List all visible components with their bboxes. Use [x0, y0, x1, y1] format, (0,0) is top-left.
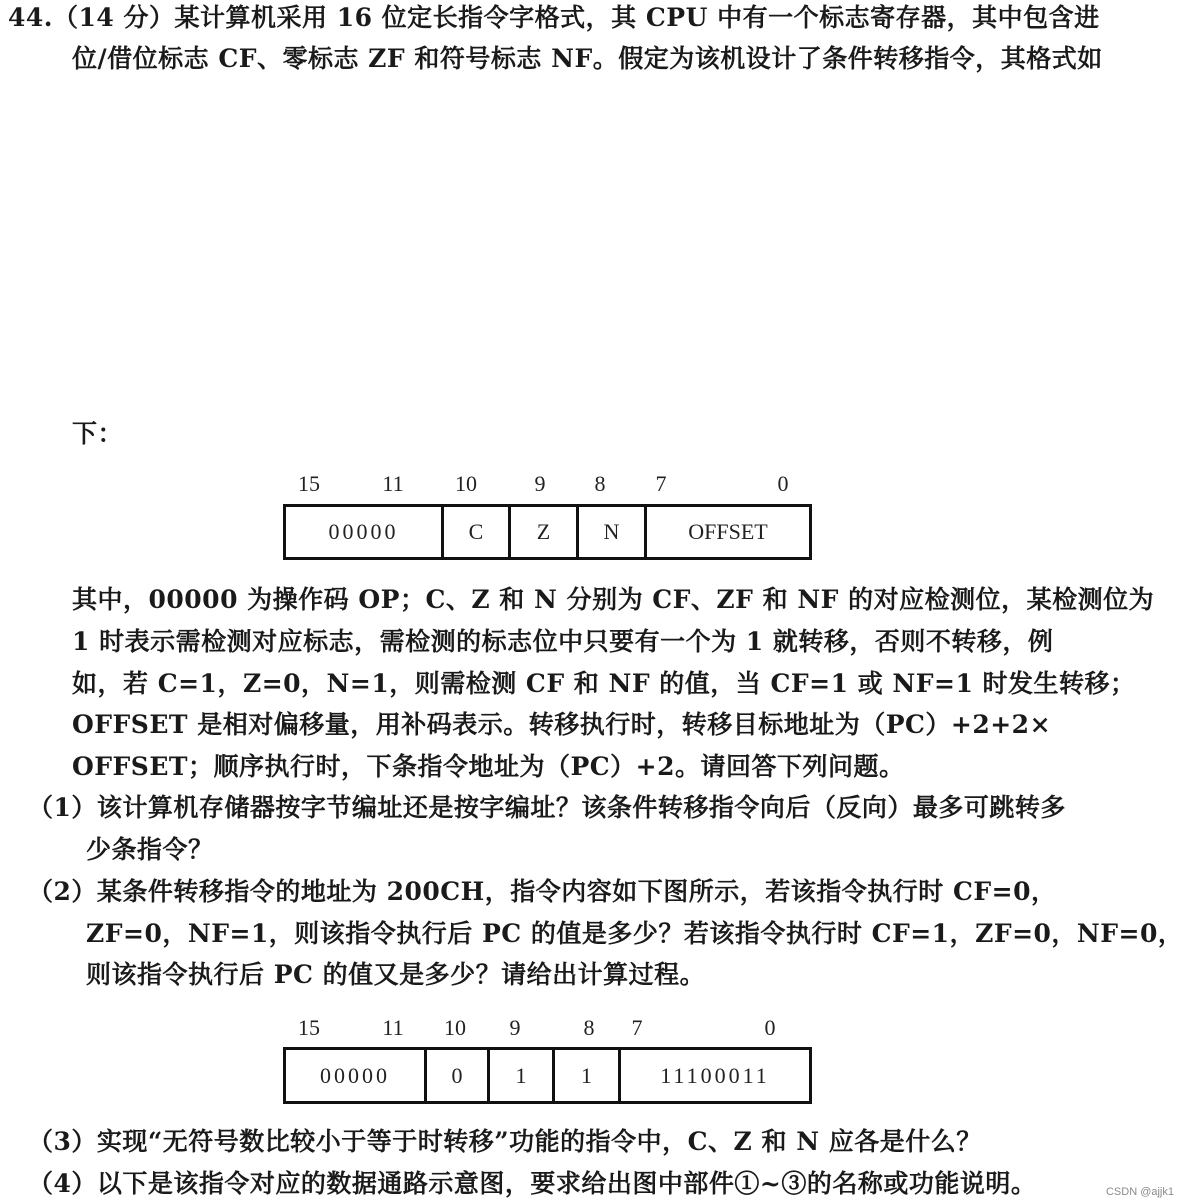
format2-field-n: 1 — [555, 1050, 621, 1101]
format2-field-z: 1 — [490, 1050, 555, 1101]
format1-bit-9: 9 — [534, 471, 546, 496]
format1-field-op: 00000 — [286, 507, 444, 557]
format1-bit-15: 15 — [298, 471, 320, 496]
format2-bit-0: 0 — [764, 1015, 776, 1040]
format1-field-offset: OFFSET — [688, 519, 768, 544]
format2-bit-7: 7 — [631, 1015, 643, 1040]
sub-question-2-line-2: ZF=0，NF=1，则该指令执行后 PC 的值是多少？若该指令执行时 CF=1，ZF=0，NF=0， — [86, 919, 1184, 948]
format2-bit-10: 10 — [444, 1015, 466, 1040]
format1-instruction-box — [283, 504, 812, 560]
sub-question-1-line-1: （1）该计算机存储器按字节编址还是按字编址？该条件转移指令向后（反向）最多可跳转多 — [28, 793, 1066, 822]
sub-question-2-line-3: 则该指令执行后 PC 的值又是多少？请给出计算过程。 — [86, 960, 706, 989]
format2-field-c: 0 — [427, 1050, 490, 1101]
explanation-line-1: 其中，00000 为操作码 OP；C、Z 和 N 分别为 CF、ZF 和 NF 的对应检测位，某检测位为 — [72, 585, 1155, 614]
format1-bit-0: 0 — [777, 471, 789, 496]
format1-field-z: Z — [511, 507, 579, 557]
format1-bit-8: 8 — [594, 471, 606, 496]
question-intro-line-3: 下： — [72, 419, 124, 448]
format2-bit-15: 15 — [298, 1015, 320, 1040]
question-intro-line-1: 44.（14 分）某计算机采用 16 位定长指令字格式，其 CPU 中有一个标志寄存器，其中包含进 — [8, 3, 1100, 32]
question-intro-line-2: 位/借位标志 CF、零标志 ZF 和符号标志 NF。假定为该机设计了条件转移指令，其格式如 — [72, 44, 1103, 73]
sub-question-2-line-1: （2）某条件转移指令的地址为 200CH，指令内容如下图所示，若该指令执行时 CF=0， — [28, 877, 1057, 906]
format1-bit-11: 11 — [382, 471, 404, 496]
sub-question-1-line-2: 少条指令？ — [86, 835, 214, 864]
format1-bit-7: 7 — [655, 471, 667, 496]
explanation-line-5: OFFSET；顺序执行时，下条指令地址为（PC）+2。请回答下列问题。 — [72, 752, 905, 781]
sub-question-4: （4）以下是该指令对应的数据通路示意图，要求给出图中部件①~③的名称或功能说明。 — [28, 1169, 1037, 1198]
explanation-line-3: 如，若 C=1，Z=0，N=1，则需检测 CF 和 NF 的值，当 CF=1 或 NF=1 时发生转移； — [72, 669, 1136, 698]
csdn-watermark: CSDN @ajjk1 — [1105, 1186, 1174, 1198]
sub-question-3: （3）实现“无符号数比较小于等于时转移”功能的指令中，C、Z 和 N 应各是什么？ — [28, 1127, 982, 1156]
format2-instruction-box — [283, 1047, 812, 1104]
format2-bit-8: 8 — [583, 1015, 595, 1040]
explanation-line-4: OFFSET 是相对偏移量，用补码表示。转移执行时，转移目标地址为（PC）+2+2× — [72, 710, 1052, 739]
format1-field-c: C — [444, 507, 511, 557]
format2-field-offset: 11100011 — [660, 1062, 770, 1088]
format2-bit-11: 11 — [382, 1015, 404, 1040]
format2-bit-9: 9 — [509, 1015, 521, 1040]
format1-field-n: N — [579, 507, 647, 557]
format1-bit-10: 10 — [455, 471, 477, 496]
format2-field-op: 00000 — [286, 1050, 427, 1101]
explanation-line-2: 1 时表示需检测对应标志，需检测的标志位中只要有一个为 1 就转移，否则不转移，例 — [72, 627, 1054, 656]
